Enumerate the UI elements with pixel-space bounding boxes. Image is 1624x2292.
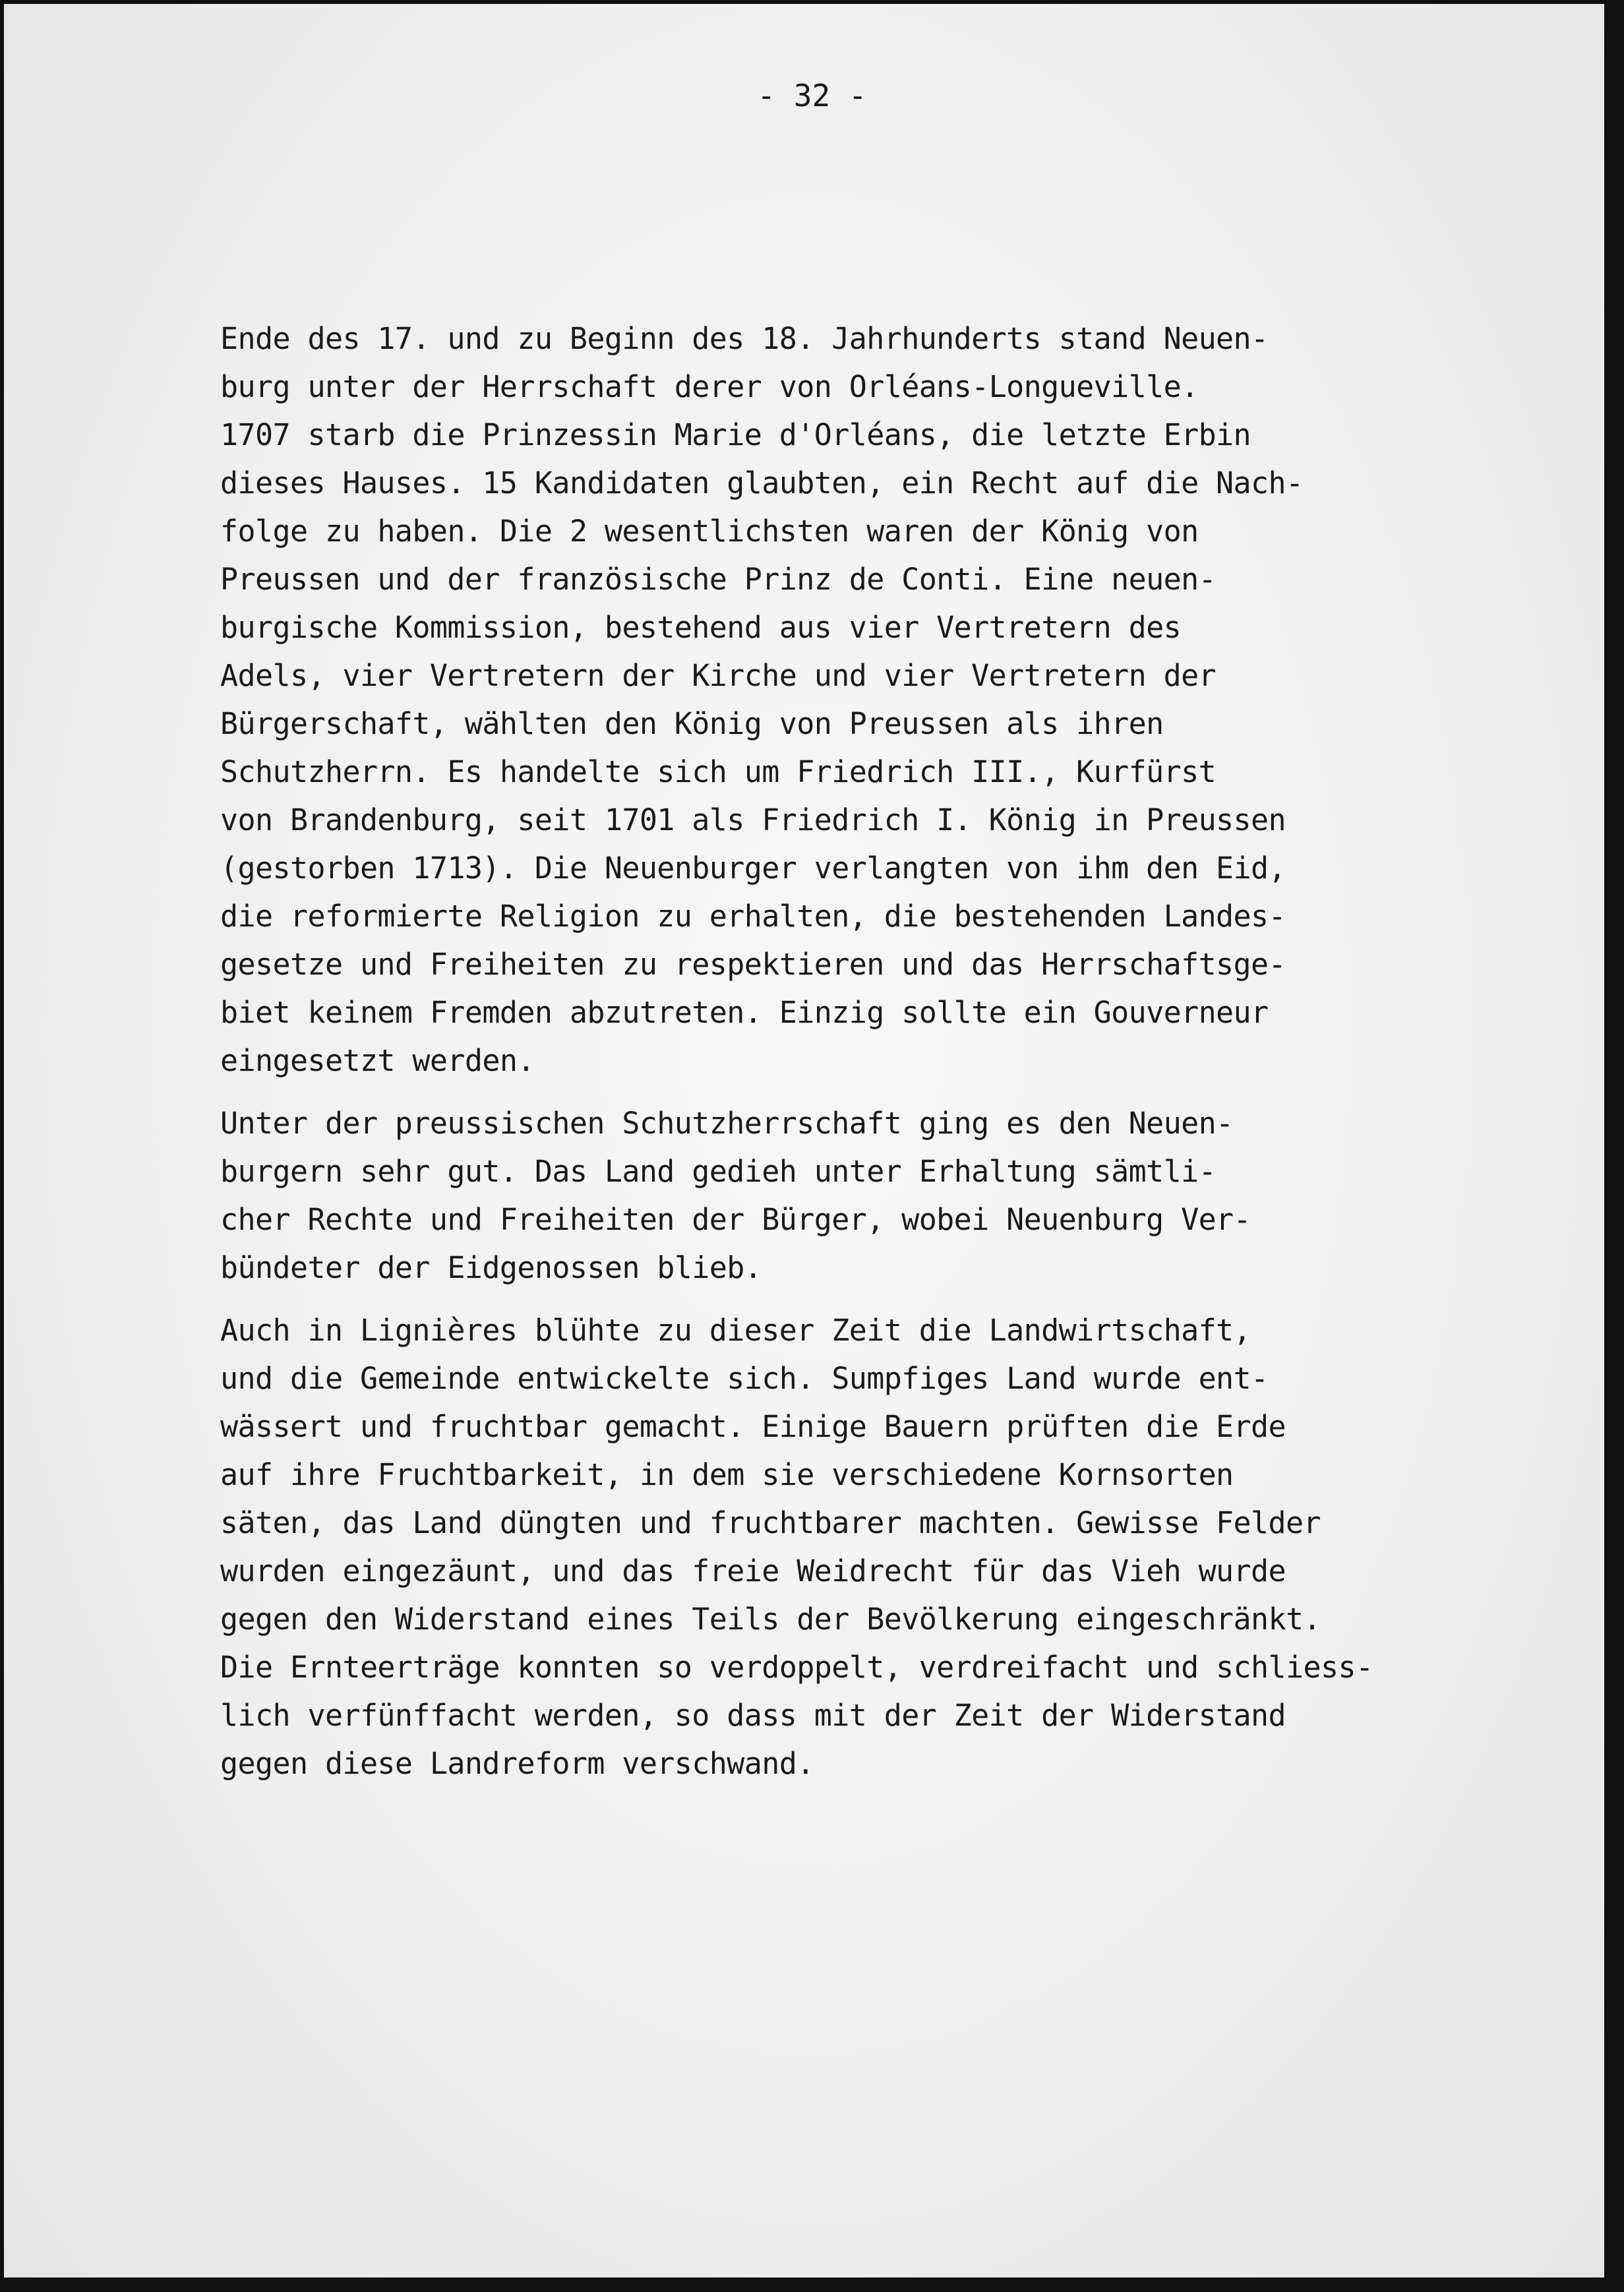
- text-line: biet keinem Fremden abzutreten. Einzig sollte ein Gouverneur: [220, 995, 1269, 1030]
- text-line: lich verfünffacht werden, so dass mit der Zeit der Widerstand: [220, 1698, 1286, 1733]
- text-line: Unter der preussischen Schutzherrschaft ging es den Neuen-: [220, 1106, 1234, 1141]
- text-line: gesetze und Freiheiten zu respektieren und das Herrschaftsge-: [220, 947, 1286, 982]
- text-line: folge zu haben. Die 2 wesentlichsten waren der König von: [220, 514, 1199, 549]
- text-line: Schutzherrn. Es handelte sich um Friedrich III., Kurfürst: [220, 754, 1217, 789]
- text-line: Ende des 17. und zu Beginn des 18. Jahrhunderts stand Neuen-: [220, 321, 1269, 356]
- text-line: wässert und fruchtbar gemacht. Einige Bauern prüften die Erde: [220, 1409, 1286, 1444]
- text-line: burg unter der Herrschaft derer von Orléans-Longueville.: [220, 369, 1199, 404]
- scan-border-bottom: [0, 2277, 1624, 2292]
- page-number: - 32 -: [757, 78, 867, 113]
- text-line: Preussen und der französische Prinz de Conti. Eine neuen-: [220, 562, 1217, 597]
- paragraph-1: [220, 315, 1526, 1085]
- text-line: gegen den Widerstand eines Teils der Bevölkerung eingeschränkt.: [220, 1602, 1321, 1637]
- text-line: säten, das Land düngten und fruchtbarer machten. Gewisse Felder: [220, 1505, 1321, 1540]
- text-line: burgische Kommission, bestehend aus vier Vertretern des: [220, 610, 1182, 645]
- text-line: bündeter der Eidgenossen blieb.: [220, 1250, 762, 1285]
- text-line: Bürgerschaft, wählten den König von Preussen als ihren: [220, 706, 1164, 741]
- text-line: dieses Hauses. 15 Kandidaten glaubten, ein Recht auf die Nach-: [220, 466, 1304, 500]
- text-line: burgern sehr gut. Das Land gedieh unter Erhaltung sämtli-: [220, 1154, 1217, 1189]
- text-line: die reformierte Religion zu erhalten, die bestehenden Landes-: [220, 899, 1286, 934]
- text-line: auf ihre Fruchtbarkeit, in dem sie verschiedene Kornsorten: [220, 1457, 1234, 1492]
- text-line: 1707 starb die Prinzessin Marie d'Orléans, die letzte Erbin: [220, 417, 1251, 452]
- text-line: wurden eingezäunt, und das freie Weidrecht für das Vieh wurde: [220, 1553, 1286, 1588]
- text-line: Adels, vier Vertretern der Kirche und vier Vertretern der: [220, 658, 1217, 693]
- scan-border-top: [0, 0, 1624, 4]
- paragraph-3: [220, 1306, 1526, 1788]
- text-line: eingesetzt werden.: [220, 1043, 535, 1078]
- body-text: [220, 315, 1526, 1802]
- text-line: cher Rechte und Freiheiten der Bürger, wobei Neuenburg Ver-: [220, 1202, 1251, 1237]
- paragraph-2: [220, 1099, 1526, 1292]
- text-line: und die Gemeinde entwickelte sich. Sumpfiges Land wurde ent-: [220, 1361, 1269, 1396]
- text-line: Auch in Lignières blühte zu dieser Zeit die Landwirtschaft,: [220, 1313, 1251, 1348]
- scan-border-right: [1604, 0, 1624, 2292]
- text-line: (gestorben 1713). Die Neuenburger verlangten von ihm den Eid,: [220, 851, 1286, 886]
- text-line: von Brandenburg, seit 1701 als Friedrich I. König in Preussen: [220, 802, 1286, 837]
- text-line: gegen diese Landreform verschwand.: [220, 1746, 814, 1781]
- scan-border-left: [0, 0, 4, 2292]
- text-line: Die Ernteerträge konnten so verdoppelt, verdreifacht und schliess-: [220, 1650, 1373, 1685]
